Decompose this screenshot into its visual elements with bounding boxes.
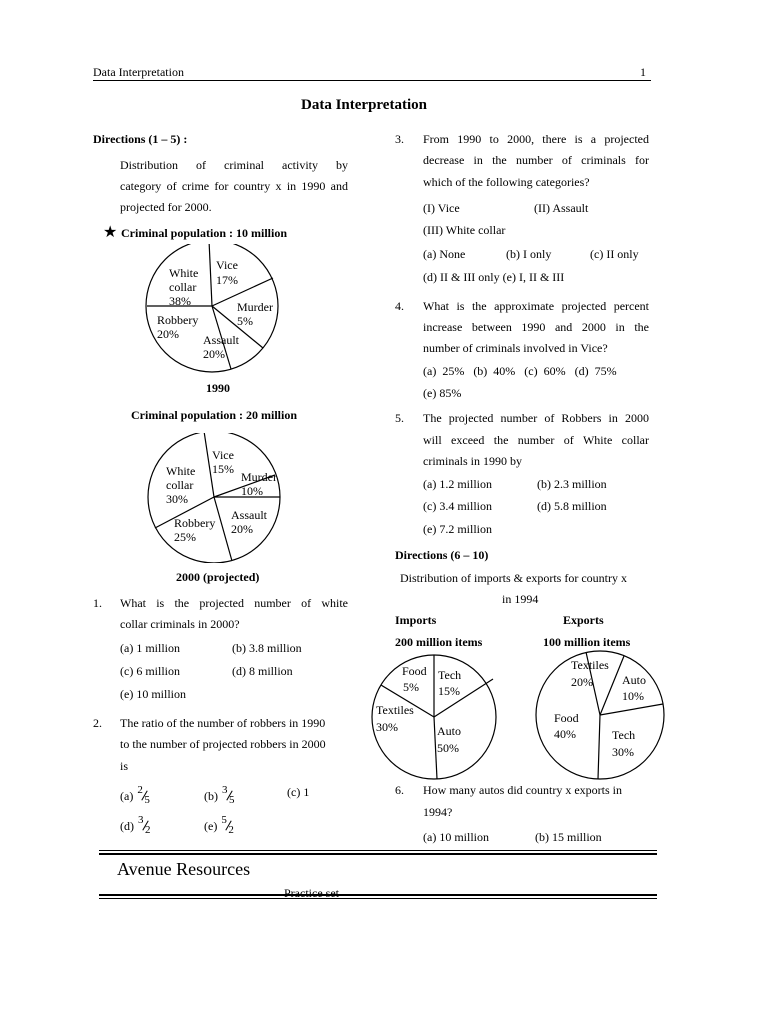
q4-text: increase between 1990 and 2000 in the (423, 320, 649, 334)
q5-option[interactable]: (b) 2.3 million (537, 477, 607, 491)
imports-label-tech: Tech (438, 668, 462, 682)
footer-brand: Avenue Resources (117, 859, 251, 879)
q1-text: collar criminals in 2000? (120, 617, 240, 631)
pie-chart-imports (371, 651, 507, 783)
fraction: 2 5 (137, 784, 150, 806)
directions-6-10: Directions (6 – 10) (395, 548, 489, 562)
pie2-label-white-collar: White (166, 464, 196, 478)
q5-text: will exceed the number of White collar (423, 433, 649, 447)
q4-text: number of criminals involved in Vice? (423, 341, 608, 355)
q3-item: (III) White collar (423, 223, 506, 237)
pie1-label-murder: 5% (237, 314, 253, 328)
q2-option[interactable] (120, 816, 153, 838)
intro2-line: Distribution of imports & exports for country x (400, 571, 627, 585)
pie2-label-white-collar: collar (166, 478, 194, 492)
q1-option[interactable]: (b) 3.8 million (232, 641, 302, 655)
pie1-label-assault: Assault (203, 333, 239, 347)
q4-options[interactable]: (a) 25% (b) 40% (c) 60% (d) 75% (423, 364, 617, 378)
q2-option[interactable] (204, 816, 236, 838)
pie1-label-vice: 17% (216, 273, 238, 287)
q2-text: The ratio of the number of robbers in 1990 (120, 716, 326, 730)
q5-text: criminals in 1990 by (423, 454, 522, 468)
q6-number: 6. (395, 783, 404, 797)
pie2-label-murder: 10% (241, 484, 263, 498)
q3-text: From 1990 to 2000, there is a projected (423, 132, 649, 146)
q6-text: How many autos did country x exports in (423, 783, 622, 797)
pie2-label-assault: Assault (231, 508, 267, 522)
pie1-caption: 1990 (206, 381, 230, 395)
intro-line: projected for 2000. (120, 200, 212, 214)
pie2-label-assault: 20% (231, 522, 253, 536)
exports-label-auto: Auto (622, 673, 646, 687)
imports-heading: Imports (395, 613, 437, 627)
pie1-title: Criminal population : 10 million (121, 226, 288, 240)
footer-rule-top-thick (99, 853, 657, 855)
pie2-label-murder: Murder (241, 470, 277, 484)
footer-subtitle: Practice set (284, 886, 339, 900)
q3-text: decrease in the number of criminals for (423, 153, 649, 167)
exports-subheading: 100 million items (543, 635, 631, 649)
q5-option[interactable]: (c) 3.4 million (423, 499, 492, 513)
pie1-label-white-collar: White (169, 266, 199, 280)
directions-1-5: Directions (1 – 5) : (93, 132, 188, 146)
fraction: 3 5 (222, 784, 235, 806)
q3-option[interactable]: (c) II only (590, 247, 639, 261)
header-left: Data Interpretation (93, 65, 184, 79)
q3-text: which of the following categories? (423, 175, 590, 189)
exports-label-textiles: Textiles (571, 658, 609, 672)
imports-label-textiles: 30% (376, 720, 398, 734)
q2-option-label: (e) (204, 818, 218, 833)
q3-option[interactable]: (d) II & III only (e) I, II & III (423, 270, 565, 284)
q3-item: (I) Vice (423, 201, 460, 215)
exports-label-tech: Tech (612, 728, 636, 742)
imports-label-auto: 50% (437, 741, 459, 755)
q1-option[interactable]: (e) 10 million (120, 687, 186, 701)
pie-chart-1990 (145, 244, 285, 374)
q5-option[interactable]: (e) 7.2 million (423, 522, 492, 536)
page-title: Data Interpretation (301, 97, 427, 113)
imports-label-textiles: Textiles (376, 703, 414, 717)
pie1-label-assault: 20% (203, 347, 225, 361)
exports-label-auto: 10% (622, 689, 644, 703)
q4-text: What is the approximate projected percent (423, 299, 649, 313)
intro2-line: in 1994 (502, 592, 539, 606)
q2-option-label: (a) (120, 788, 134, 803)
q4-number: 4. (395, 299, 404, 313)
header-rule (93, 80, 651, 81)
page-number: 1 (640, 65, 646, 79)
imports-label-food: Food (402, 664, 427, 678)
q5-number: 5. (395, 411, 404, 425)
pie1-label-vice: Vice (216, 258, 238, 272)
footer-rule-bottom (99, 898, 657, 899)
pie2-label-vice: 15% (212, 462, 234, 476)
q6-option[interactable]: (a) 10 million (423, 830, 489, 844)
q5-option[interactable]: (a) 1.2 million (423, 477, 492, 491)
exports-label-textiles: 20% (571, 675, 593, 689)
pie-chart-exports (534, 649, 670, 781)
intro-line: Distribution of criminal activity by (120, 158, 348, 172)
q4-option[interactable]: (e) 85% (423, 386, 462, 400)
q1-option[interactable]: (a) 1 million (120, 641, 180, 655)
exports-label-food: 40% (554, 727, 576, 741)
pie1-label-murder: Murder (237, 300, 273, 314)
q1-option[interactable]: (d) 8 million (232, 664, 293, 678)
q6-option[interactable]: (b) 15 million (535, 830, 602, 844)
q2-option[interactable] (120, 786, 152, 808)
q2-text: is (120, 759, 129, 773)
imports-label-auto: Auto (437, 724, 461, 738)
pie1-label-white-collar: collar (169, 280, 197, 294)
pie2-title: Criminal population : 20 million (131, 408, 298, 422)
footer-rule-bottom-thick (99, 894, 657, 896)
pie2-label-robbery: Robbery (174, 516, 216, 530)
pie1-label-white-collar: 38% (169, 294, 191, 308)
intro-line: category of crime for country x in 1990 and (120, 179, 348, 193)
q5-text: The projected number of Robbers in 2000 (423, 411, 649, 425)
q3-option[interactable]: (a) None (423, 247, 466, 261)
star-icon: ★ (103, 224, 118, 241)
pie2-caption: 2000 (projected) (176, 570, 260, 584)
imports-subheading: 200 million items (395, 635, 483, 649)
pie2-label-white-collar: 30% (166, 492, 188, 506)
q2-option[interactable]: (c) 1 (287, 785, 310, 799)
imports-label-tech: 15% (438, 684, 460, 698)
pie2-label-robbery: 25% (174, 530, 196, 544)
q3-number: 3. (395, 132, 404, 146)
q2-option-label: (d) (120, 818, 134, 833)
q1-option[interactable]: (c) 6 million (120, 664, 180, 678)
q2-option-label: (b) (204, 788, 218, 803)
exports-heading: Exports (563, 613, 604, 627)
pie1-label-robbery: Robbery (157, 313, 199, 327)
q1-text: What is the projected number of white (120, 596, 348, 610)
footer-rule-top (99, 850, 657, 851)
exports-label-food: Food (554, 711, 579, 725)
q3-item: (II) Assault (534, 201, 589, 215)
q2-number: 2. (93, 716, 102, 730)
fraction: 3 2 (138, 814, 151, 836)
q6-text: 1994? (423, 805, 453, 819)
fraction: 5 2 (221, 814, 234, 836)
pie-chart-2000 (147, 433, 287, 563)
q2-text: to the number of projected robbers in 2000 (120, 737, 326, 751)
q3-option[interactable]: (b) I only (506, 247, 552, 261)
q1-number: 1. (93, 596, 102, 610)
q2-option[interactable] (204, 786, 237, 808)
q5-option[interactable]: (d) 5.8 million (537, 499, 607, 513)
imports-label-food: 5% (403, 680, 419, 694)
pie1-label-robbery: 20% (157, 327, 179, 341)
exports-label-tech: 30% (612, 745, 634, 759)
pie2-label-vice: Vice (212, 448, 234, 462)
